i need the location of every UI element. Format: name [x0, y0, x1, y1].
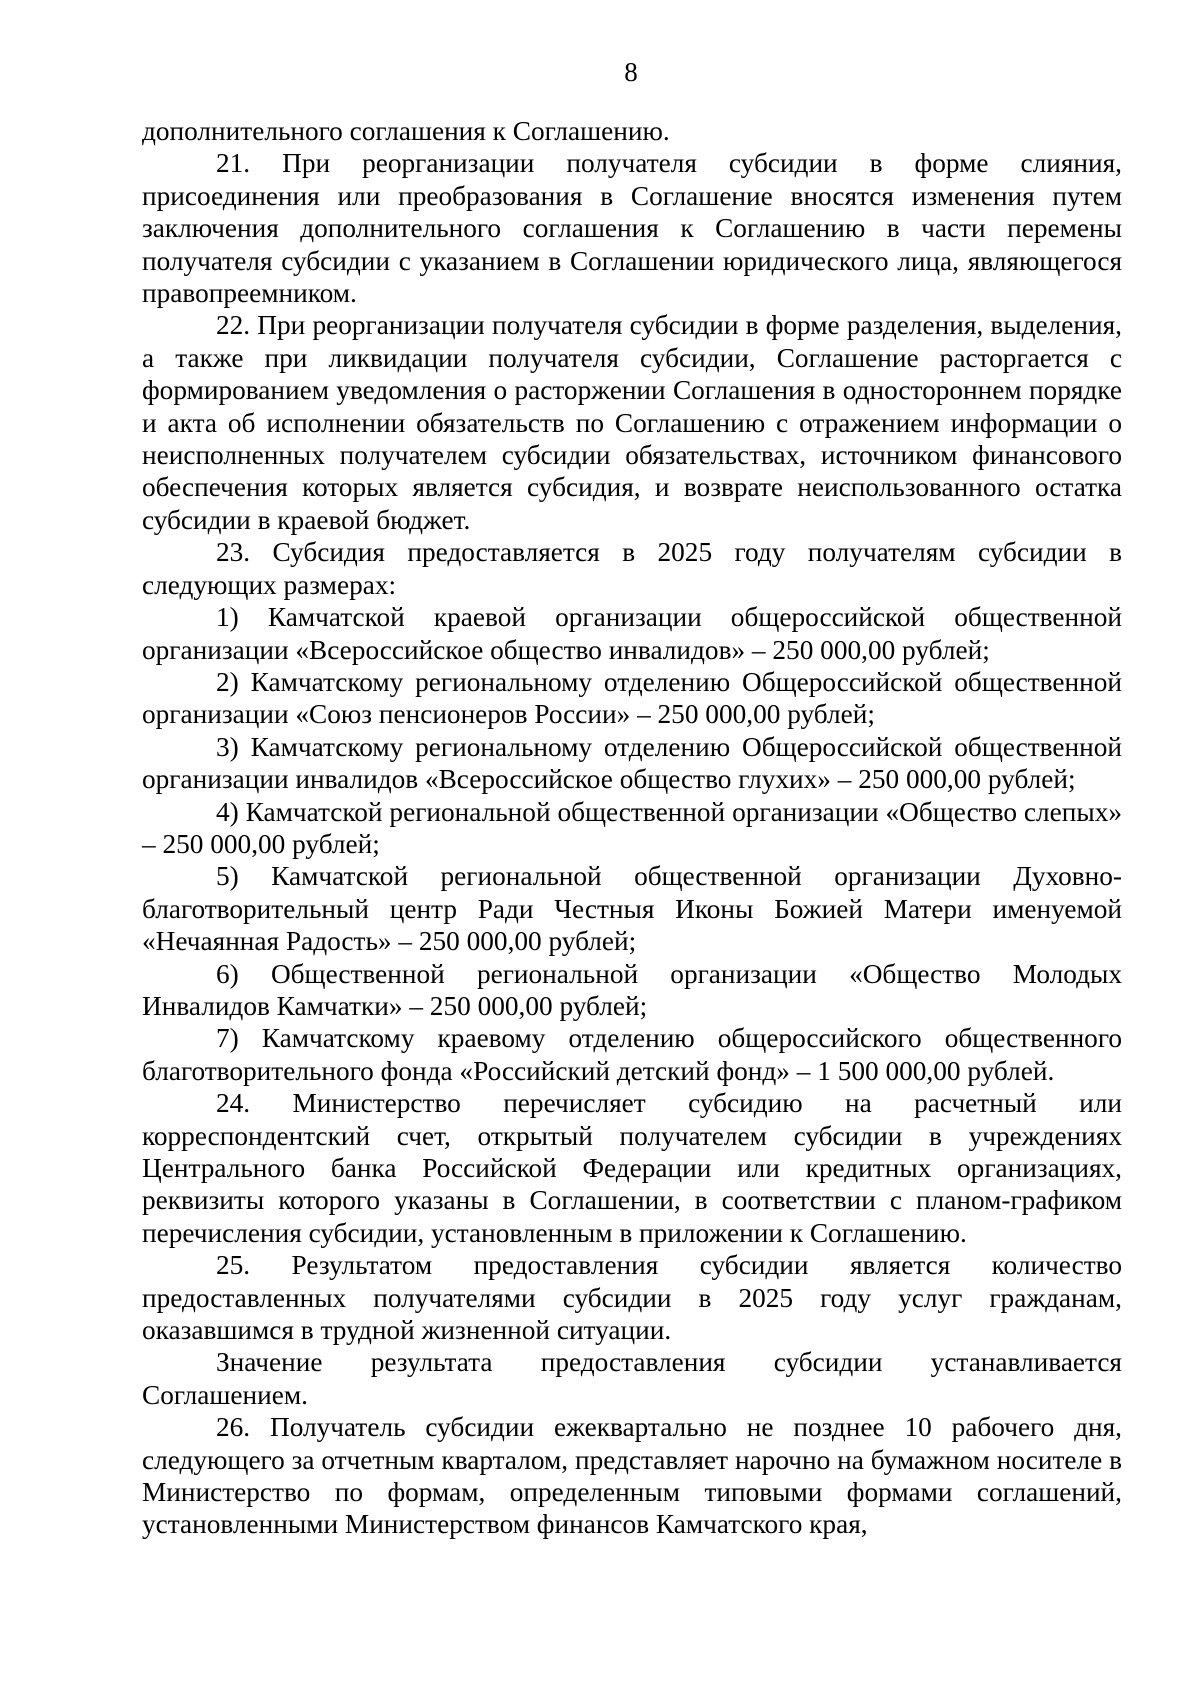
list-item-1: 1) Камчатской краевой организации общероссийской общественной организации «Всероссийское общество инвалидов» – 250 000,00 рублей; — [142, 602, 1122, 665]
paragraph-26: 26. Получатель субсидии ежеквартально не позднее 10 рабочего дня, следующего за отчетным кварталом, представляет нарочно на бумажном носителе в Министерство по формам, определенным типовыми формами соглашений, установленными Министерством финансов Камчатского края, — [142, 1412, 1122, 1540]
paragraph-25: 25. Результатом предоставления субсидии является количество предоставленных получателями субсидии в 2025 году услуг гражданам, оказавшимся в трудной жизненной ситуации. — [142, 1250, 1122, 1346]
list-item-3: 3) Камчатскому региональному отделению Общероссийской общественной организации инвалидов «Всероссийское общество глухих» – 250 000,00 рублей; — [142, 731, 1122, 795]
list-item-6: 6) Общественной региональной организации «Общество Молодых Инвалидов Камчатки» – 250 000,00 рублей; — [142, 958, 1122, 1021]
list-item-7: 7) Камчатскому краевому отделению общероссийского общественного благотворительного фонда «Российский детский фонд» – 1 500 000,00 рублей. — [142, 1023, 1122, 1086]
paragraph-24: 24. Министерство перечисляет субсидию на расчетный или корреспондентский счет, открытый получателем субсидии в учреждениях Центрального банка Российской Федерации или кредитных организациях, реквизиты которого указаны в Соглашении, в соответствии с планом-графиком перечисления субсидии, установленным в приложении к Соглашению. — [142, 1088, 1122, 1248]
list-item-4: 4) Камчатской региональной общественной организации «Общество слепых» – 250 000,00 рублей; — [142, 796, 1122, 859]
paragraph-23: 23. Субсидия предоставляется в 2025 году получателям субсидии в следующих размерах: — [142, 537, 1122, 600]
document-body — [142, 115, 1122, 1541]
paragraph-21: 21. При реорганизации получателя субсидии в форме слияния, присоединения или преобразования в Соглашение вносятся изменения путем заключения дополнительного соглашения к Соглашению в части перемены получателя субсидии с указанием в Соглашении юридического лица, являющегося правопреемником. — [142, 148, 1122, 309]
list-item-5: 5) Камчатской региональной общественной организации Духовно-благотворительный центр Ради Честныя Иконы Божией Матери именуемой «Нечаянная Радость» – 250 000,00 рублей; — [142, 861, 1122, 957]
list-item-2: 2) Камчатскому региональному отделению Общероссийской общественной организации «Союз пенсионеров России» – 250 000,00 рублей; — [142, 666, 1122, 730]
page-number: 8 — [624, 57, 638, 87]
paragraph-continuation: дополнительного соглашения к Соглашению. — [142, 116, 670, 146]
paragraph-22: 22. При реорганизации получателя субсидии в форме разделения, выделения, а также при ликвидации получателя субсидии, Соглашение расторгается с формированием уведомления о расторжении Соглашения в одностороннем порядке и акта об исполнении обязательств по Соглашению с отражением информации о неисполненных получателем субсидии обязательствах, источником финансового обеспечения которых является субсидия, и возврате неиспользованного остатка субсидии в краевой бюджет. — [142, 310, 1122, 535]
paragraph-25-result-value: Значение результата предоставления субсидии устанавливается Соглашением. — [142, 1347, 1122, 1410]
